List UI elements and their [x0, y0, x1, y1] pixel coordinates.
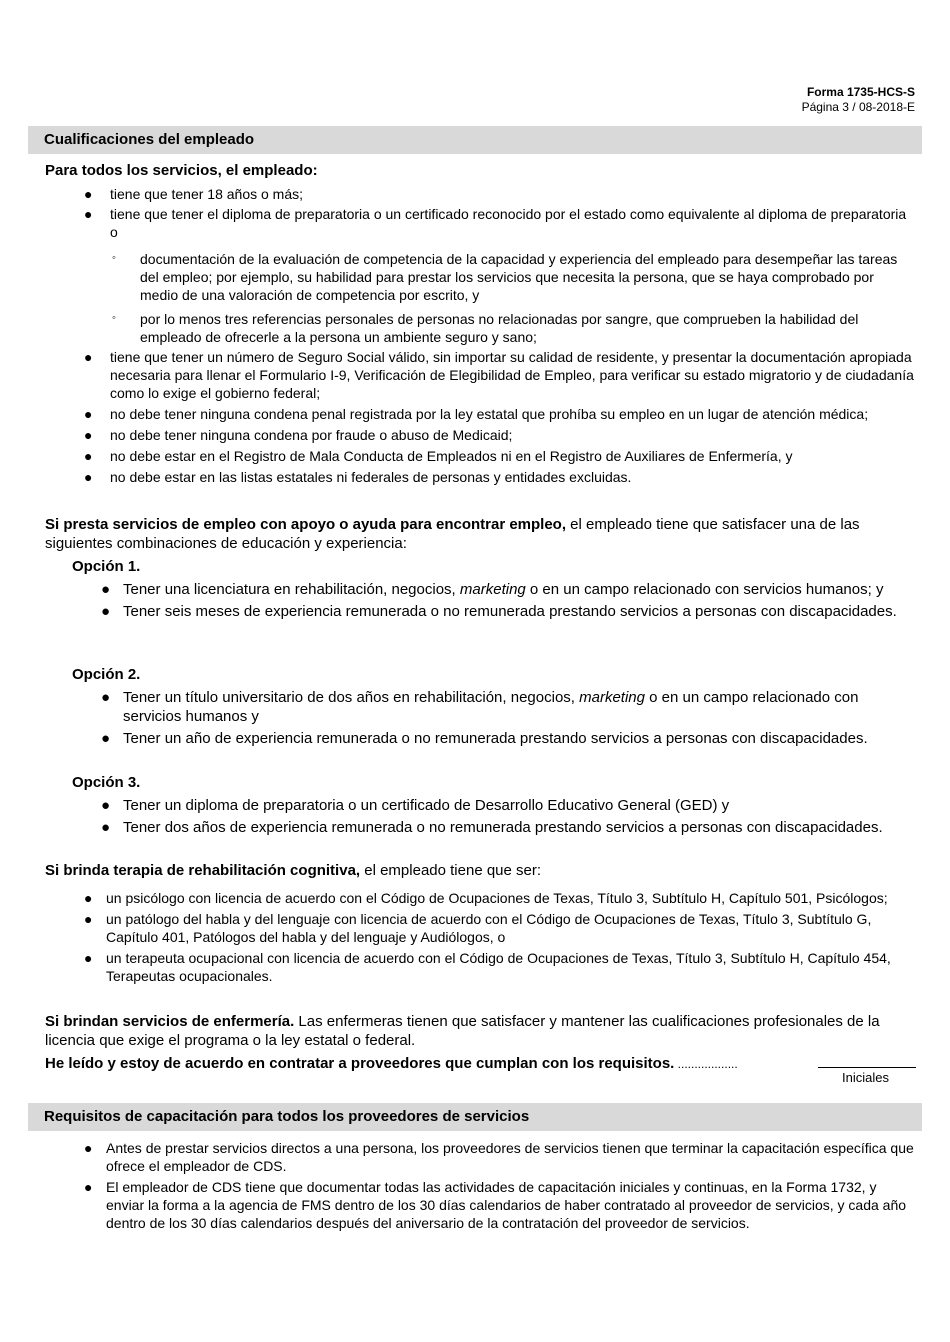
page-number: Página 3 / 08-2018-E: [801, 100, 915, 114]
bullet-icon: ●: [101, 797, 111, 814]
section-header-qualifications: [28, 126, 922, 154]
list-item-text: Antes de prestar servicios directos a una persona, los proveedores de servicios tienen que terminar la capacitación específica que ofrece el empleador de CDS.: [106, 1140, 914, 1174]
sub-list-item-text: por lo menos tres referencias personales de personas no relacionadas por sangre, que comprueben la habilidad del empleado de ofrecerle a la persona un ambiente seguro y sano;: [140, 311, 859, 345]
employment-paragraph: [45, 515, 915, 553]
nursing-bold: Si brindan servicios de enfermería.: [45, 1013, 295, 1030]
bullet-icon: ●: [84, 206, 93, 222]
list-item: [84, 185, 914, 203]
list-item-text: tiene que tener el diploma de preparatoria o un certificado reconocido por el estado como equivalente al diploma de preparatoria o: [110, 206, 907, 240]
section-header-training: [28, 1103, 922, 1131]
list-item: [101, 688, 901, 726]
nursing-text: Las enfermeras tienen que satisfacer y mantener las cualificaciones profesionales de la licencia que exige el programa o la ley estatal o federal.: [45, 1013, 880, 1049]
option-3-list: [101, 796, 901, 837]
bullet-icon: ●: [101, 819, 111, 836]
cognitive-text: el empleado tiene que ser:: [360, 862, 542, 879]
list-item-text: un patólogo del habla y del lenguaje con licencia de acuerdo con el Código de Ocupaciones de Texas, Título 3, Subtítulo G, Capítulo 401, Patólogos del habla y del lenguaje y Audiólogos, o: [106, 911, 872, 945]
qualification-list: [84, 185, 914, 346]
cognitive-list: [84, 889, 914, 985]
list-item-text: no debe estar en las listas estatales ni federales de personas y entidades excluidas.: [110, 469, 632, 485]
list-item-text: no debe estar en el Registro de Mala Conducta de Empleados ni en el Registro de Auxiliares de Enfermería, y: [110, 448, 793, 464]
option-1-heading: Opción 1.: [72, 558, 141, 575]
sub-list-item-text: documentación de la evaluación de competencia de la capacidad y experiencia del empleado para desempeñar las tareas del empleo; por ejemplo, su habilidad para prestar los servicios que necesita la persona, que se haya comprobado por medio de una valoración de competencia por escrito, y: [140, 251, 898, 303]
sub-list: [112, 250, 914, 346]
list-item: [84, 1178, 914, 1232]
list-item: [101, 602, 901, 621]
sub-list-item: [112, 310, 914, 346]
list-item: [84, 1139, 914, 1175]
list-item-text: no debe tener ninguna condena por fraude o abuso de Medicaid;: [110, 427, 513, 443]
list-item: [84, 348, 914, 402]
training-list: [84, 1139, 914, 1232]
bullet-icon: ●: [84, 469, 93, 485]
list-item-text: El empleador de CDS tiene que documentar todas las actividades de capacitación iniciales y continuas, en la Forma 1732, y enviar la forma a la agencia de FMS dentro de los 30 días calendarios de haber contratado al proveedor de servicios, y cada año dentro de los 30 días calendarios después del aniversario de la contratación del proveedor de servicios.: [106, 1179, 907, 1231]
bullet-icon: ●: [84, 1140, 93, 1156]
sub-list-item: [112, 250, 914, 304]
list-item: [84, 447, 914, 465]
list-item: [84, 910, 914, 946]
leader-dots: ..................: [674, 1057, 738, 1071]
list-item-text: tiene que tener 18 años o más;: [110, 186, 304, 202]
list-item-text: Tener seis meses de experiencia remunerada o no remunerada prestando servicios a personas con discapacidades.: [123, 603, 897, 620]
list-item-text: no debe tener ninguna condena penal registrada por la ley estatal que prohíba su empleo en un lugar de atención médica;: [110, 406, 869, 422]
list-item: [101, 729, 901, 748]
form-header: [802, 85, 915, 115]
bullet-icon: ●: [84, 448, 93, 464]
list-item: [84, 468, 914, 486]
option-2-heading: Opción 2.: [72, 666, 141, 683]
cognitive-bold: Si brinda terapia de rehabilitación cognitiva,: [45, 862, 361, 879]
list-item-text: o en un campo relacionado con servicios humanos; y: [525, 581, 884, 598]
intro-text: Para todos los servicios, el empleado:: [45, 162, 318, 179]
list-item: [84, 426, 914, 444]
list-item: [101, 818, 901, 837]
employment-bold: Si presta servicios de empleo con apoyo o ayuda para encontrar empleo,: [45, 516, 567, 533]
emphasis-text: marketing: [579, 689, 645, 706]
initials-label: Iniciales: [842, 1070, 889, 1085]
form-number: Forma 1735-HCS-S: [806, 85, 915, 99]
list-item-text: Tener un diploma de preparatoria o un certificado de Desarrollo Educativo General (GED) y: [123, 797, 730, 814]
bullet-icon: ●: [84, 1179, 93, 1195]
list-item-text: Tener una licenciatura en rehabilitación, negocios,: [123, 581, 460, 598]
initials-field[interactable]: [818, 1067, 916, 1068]
bullet-icon: ●: [101, 689, 111, 706]
emphasis-text: marketing: [459, 581, 526, 598]
bullet-icon: ●: [84, 890, 93, 906]
circle-bullet-icon: ◦: [112, 312, 116, 324]
section-title: Requisitos de capacitación para todos los proveedores de servicios: [44, 1108, 530, 1125]
bullet-icon: ●: [101, 581, 111, 598]
list-item: [84, 405, 914, 423]
acknowledgement-line: [45, 1054, 815, 1074]
list-item: [101, 796, 901, 815]
bullet-icon: ●: [84, 950, 93, 966]
bullet-icon: ●: [84, 349, 93, 365]
bullet-icon: ●: [101, 603, 111, 620]
list-item: [84, 949, 914, 985]
bullet-icon: ●: [84, 186, 93, 202]
cognitive-paragraph: [45, 861, 915, 880]
list-item-text: Tener dos años de experiencia remunerada o no remunerada prestando servicios a personas con discapacidades.: [123, 819, 883, 836]
list-item-text: un psicólogo con licencia de acuerdo con el Código de Ocupaciones de Texas, Título 3, Subtítulo H, Capítulo 501, Psicólogos;: [106, 890, 888, 906]
acknowledgement-text: He leído y estoy de acuerdo en contratar a proveedores que cumplan con los requisitos.: [45, 1055, 675, 1072]
bullet-icon: ●: [84, 406, 93, 422]
list-item-text: tiene que tener un número de Seguro Social válido, sin importar su calidad de residente, y presentar la documentación apropiada necesaria para llenar el Formulario I-9, Verificación de Elegibilidad de Empleo, para verificar su estado migratorio y de ciudadanía como lo exige el gobierno federal;: [110, 349, 914, 401]
bullet-icon: ●: [84, 427, 93, 443]
list-item-text: o en un campo relacionado con servicios humanos y: [123, 689, 859, 725]
circle-bullet-icon: ◦: [112, 252, 116, 264]
list-item: [101, 580, 901, 599]
option-3-heading: Opción 3.: [72, 774, 141, 791]
option-1-list: [101, 580, 901, 621]
bullet-icon: ●: [101, 730, 111, 747]
bullet-icon: ●: [84, 911, 93, 927]
qualification-list-2: [84, 348, 914, 486]
list-item: [84, 205, 914, 241]
intro-line: [45, 161, 318, 180]
list-item-text: Tener un título universitario de dos años en rehabilitación, negocios,: [123, 689, 580, 706]
section-title: Cualificaciones del empleado: [44, 131, 255, 148]
option-2-list: [101, 688, 901, 748]
list-item-text: un terapeuta ocupacional con licencia de acuerdo con el Código de Ocupaciones de Texas, Título 3, Subtítulo H, Capítulo 454, Terapeutas ocupacionales.: [106, 950, 891, 984]
nursing-paragraph: [45, 1012, 885, 1050]
list-item-text: Tener un año de experiencia remunerada o no remunerada prestando servicios a personas con discapacidades.: [123, 730, 868, 747]
list-item: [84, 889, 914, 907]
employment-text: el empleado tiene que satisfacer una de las siguientes combinaciones de educación y experiencia:: [45, 516, 860, 552]
